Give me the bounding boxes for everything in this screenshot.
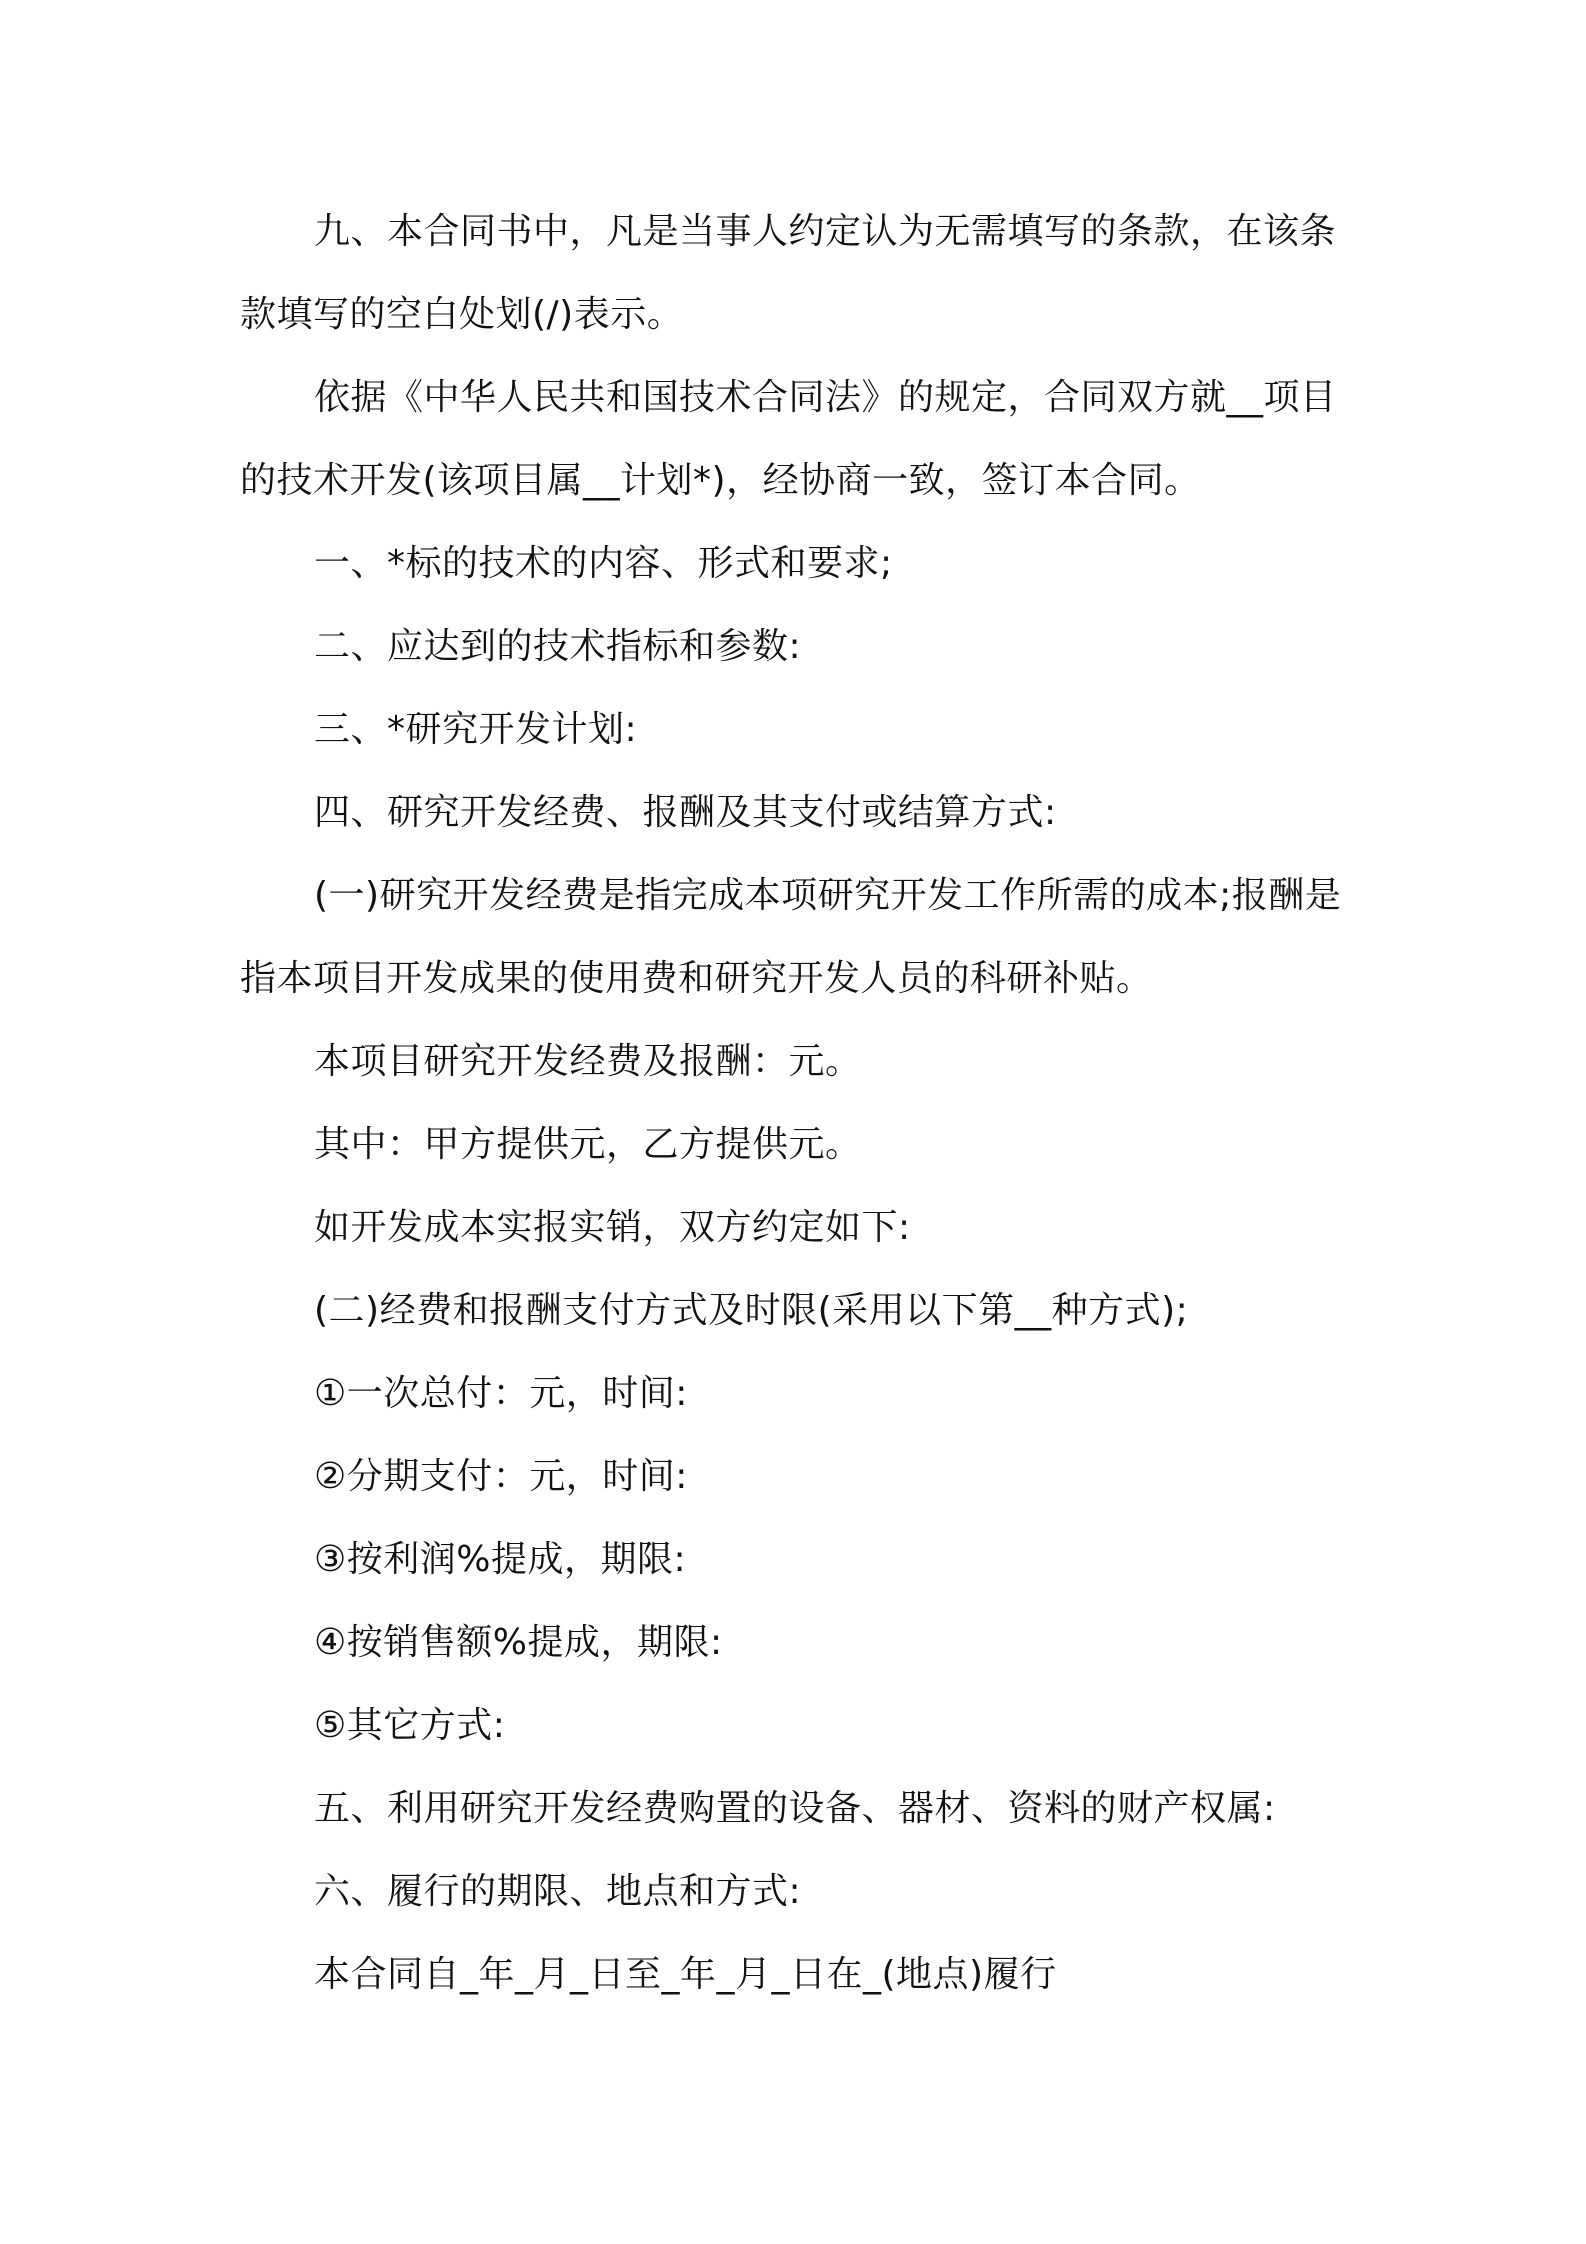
payment-option-1: ①一次总付：元，时间: — [314, 1373, 688, 1414]
section-six-heading: 六、履行的期限、地点和方式: — [314, 1871, 802, 1912]
payment-option-4: ④按销售额%提成，期限: — [314, 1622, 723, 1663]
payment-option-3: ③按利润%提成，期限: — [314, 1539, 687, 1580]
contract-basis-paragraph: 依据《中华人民共和国技术合同法》的规定，合同双方就__项目的技术开发(该项目属__计划*)，经协商一致，签订本合同。 — [240, 377, 1337, 501]
clause-nine-paragraph: 九、本合同书中，凡是当事人约定认为无需填写的条款，在该条款填写的空白处划(/)表示。 — [240, 211, 1337, 335]
payment-method-heading: (二)经费和报酬支付方式及时限(采用以下第__种方式); — [314, 1290, 1189, 1331]
fee-total-line: 本项目研究开发经费及报酬：元。 — [314, 1041, 862, 1082]
reimbursement-line: 如开发成本实报实销，双方约定如下: — [314, 1207, 911, 1248]
fee-split-line: 其中：甲方提供元，乙方提供元。 — [314, 1124, 862, 1165]
document-body — [240, 190, 1350, 2016]
section-three-heading: 三、*研究开发计划: — [314, 709, 638, 750]
section-five-heading: 五、利用研究开发经费购置的设备、器材、资料的财产权属: — [314, 1788, 1276, 1829]
section-two-heading: 二、应达到的技术指标和参数: — [314, 626, 802, 667]
payment-option-2: ②分期支付：元，时间: — [314, 1456, 688, 1497]
section-one-heading: 一、*标的技术的内容、形式和要求; — [314, 543, 893, 584]
fee-definition-paragraph: (一)研究开发经费是指完成本项研究开发工作所需的成本;报酬是指本项目开发成果的使用费和研究开发人员的科研补贴。 — [240, 875, 1342, 999]
section-four-heading: 四、研究开发经费、报酬及其支付或结算方式: — [314, 792, 1057, 833]
payment-option-5: ⑤其它方式: — [314, 1705, 506, 1746]
performance-period-line: 本合同自_年_月_日至_年_月_日在_(地点)履行 — [314, 1954, 1057, 1995]
